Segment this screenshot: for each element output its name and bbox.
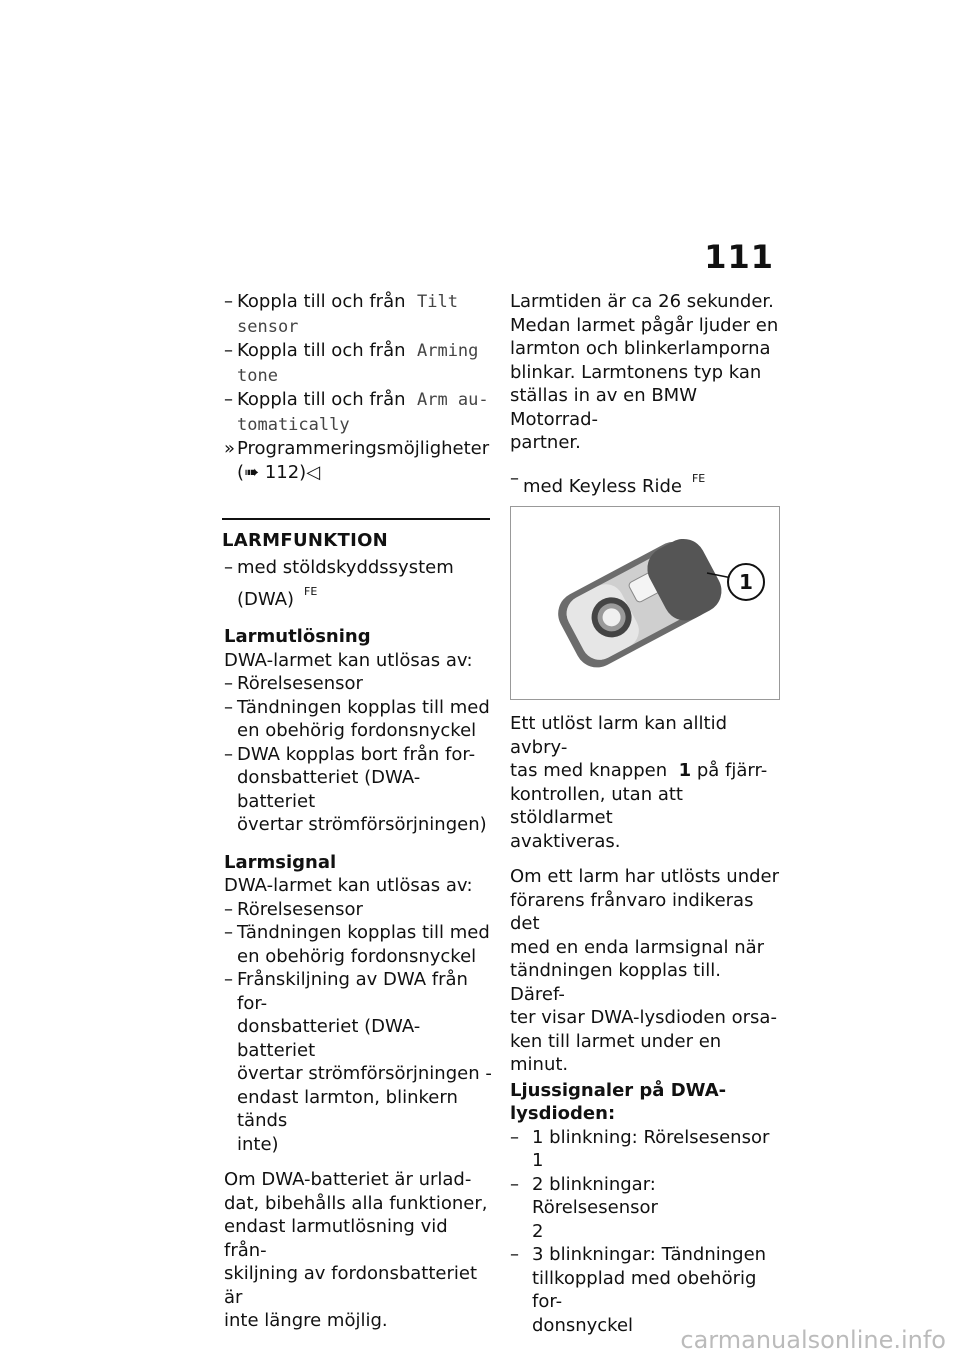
list-item: – 3 blinkningar: Tändningen tillkopplad med obehörig for- donsnyckel — [510, 1244, 767, 1336]
subheading-larmutlosning: Larmutlösning — [224, 626, 371, 647]
equipment-note: – med stöldskyddssystem (DWA) $^{FE}$ — [224, 557, 454, 610]
list-item: – Rörelsesensor — [224, 673, 363, 694]
cancel-alarm-paragraph: Ett utlöst larm kan alltid avbry- tas med knappen 1 på fjärr- kontrollen, utan att stöldlarmet avaktiveras. — [510, 713, 768, 852]
option-list — [224, 290, 492, 484]
intro-text: DWA-larmet kan utlösas av: — [224, 649, 473, 671]
subheading-led-signals: Ljussignaler på DWA- lysdioden: — [510, 1079, 727, 1124]
absence-alarm-paragraph: Om ett larm har utlösts under förarens frånvaro indikeras det med en enda larmsignal när tändningen kopplas till. Däref- ter visar DWA-lysdioden orsa- ken till larmet under en minut. — [510, 866, 779, 1075]
list-item: – Frånskiljning av DWA från for- donsbatteriet (DWA-batteriet övertar strömförsörjningen - endast larmton, blinkern tänds inte) — [224, 969, 492, 1155]
list-item: – Tändningen kopplas till med en obehörig fordonsnyckel — [224, 696, 490, 741]
right-column — [510, 290, 780, 1337]
equipment-note: – med Keyless Ride $^{FE}$ — [510, 467, 706, 497]
list-item: – 1 blinkning: Rörelsesensor 1 — [510, 1126, 770, 1171]
list-item: – Koppla till och från Arming tone — [224, 340, 479, 386]
list-item: – Tändningen kopplas till med en obehörig fordonsnyckel — [224, 922, 490, 967]
list-item: – DWA kopplas bort från for- donsbatteriet (DWA-batteriet övertar strömförsörjningen) — [224, 743, 487, 835]
list-item: – Rörelsesensor — [224, 898, 363, 920]
key-fob-icon — [511, 507, 779, 699]
section-title: LARMFUNKTION — [222, 518, 490, 556]
page-number: 111 — [704, 238, 774, 276]
key-fob-figure — [510, 506, 780, 700]
list-item: – Koppla till och från Arm au- tomatically — [224, 389, 489, 435]
callout-number: 1 — [727, 563, 765, 601]
alarm-duration-paragraph: Larmtiden är ca 26 sekunder. Medan larmet pågår ljuder en larmton och blinkerlamporna blinkar. Larmtonens typ kan ställas in av en BMW Motorrad- partner. — [510, 291, 779, 453]
closing-paragraph: Om DWA-batteriet är urlad- dat, bibehålls alla funktioner, endast larmutlösning vid från- skiljning av fordonsbatteriet är inte längre möjlig. — [224, 1169, 488, 1331]
left-column — [224, 290, 492, 1333]
list-item: – 2 blinkningar: Rörelsesensor 2 — [510, 1173, 658, 1242]
list-item: – Koppla till och från Tilt sensor — [224, 291, 458, 337]
intro-text: DWA-larmet kan utlösas av: — [224, 875, 473, 896]
subheading-larmsignal: Larmsignal — [224, 851, 337, 873]
watermark: carmanualsonline.info — [680, 1326, 946, 1354]
crossref[interactable]: » Programmeringsmöjligheter (➠ 112)◁ — [224, 438, 490, 483]
